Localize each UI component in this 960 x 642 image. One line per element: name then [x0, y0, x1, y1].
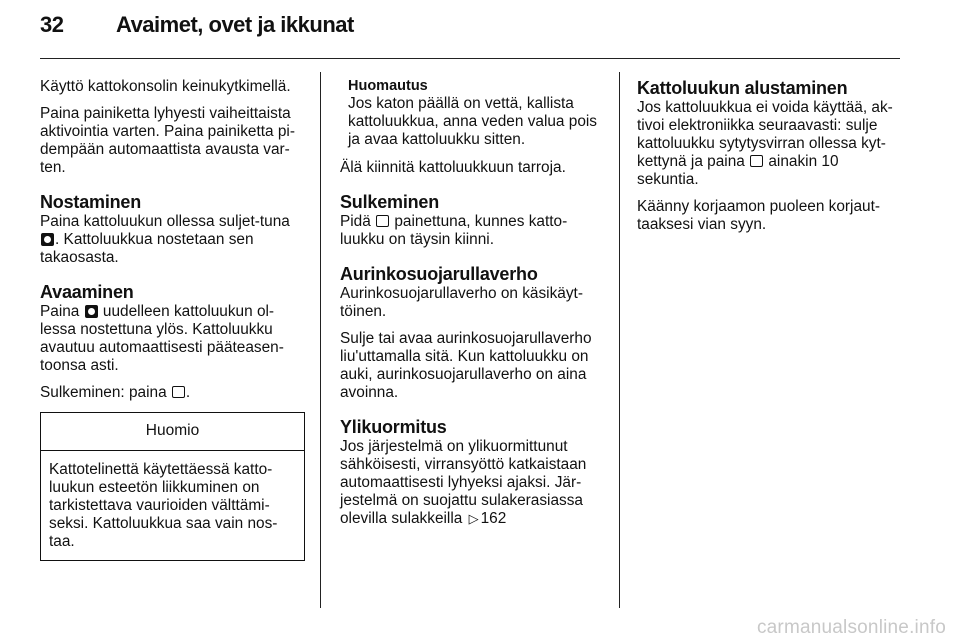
sulkeminen-line-text: Sulkeminen: paina — [40, 384, 171, 401]
nostaminen-text-a: Paina kattoluukun ollessa suljet-tuna — [40, 213, 290, 230]
column-1 — [40, 78, 305, 561]
sunroof-close-icon — [376, 215, 389, 227]
column-divider-left — [320, 72, 321, 608]
hint-box — [40, 412, 305, 561]
ylikuormitus-text: Jos järjestelmä on ylikuormittunut sähköisesti, virransyöttö katkaistaan automaattisesti lyhyeksi ajaksi. Jär-jestelmä on suojattu sulakerasiassa olevilla sulakkeilla — [340, 438, 587, 527]
column-2 — [340, 78, 605, 537]
alustaminen-heading: Kattoluukun alustaminen — [637, 78, 848, 98]
press-paragraph: Paina painiketta lyhyesti vaiheittaista aktivointia varten. Paina painiketta pi-dempään automaattista avausta var-ten. — [40, 105, 295, 176]
column-divider-right — [619, 72, 620, 608]
sunroof-close-icon — [172, 386, 185, 398]
page-number: 32 — [40, 12, 64, 37]
sulkeminen-heading: Sulkeminen — [340, 192, 440, 212]
alustaminen-text-a: Jos kattoluukkua ei voida käyttää, ak-tivoi elektroniikka seuraavasti: sulje kattoluukku sytytysvirran ollessa kyt-kettynä ja paina — [637, 99, 893, 170]
sulkeminen-text-b: painettuna, kunnes katto-luukku on täysin kiinni. — [340, 213, 568, 248]
sunroof-close-icon — [750, 155, 763, 167]
aurinko-heading: Aurinkosuojarullaverho — [340, 264, 538, 284]
intro-paragraph: Käyttö kattokonsolin keinukytkimellä. — [40, 78, 291, 95]
hint-body: Kattotelinettä käytettäessä katto-luukun esteetön liikkuminen on tarkistettava vaurioiden välttämi-seksi. Kattoluukkua saa vain nos-taa. — [49, 461, 278, 550]
alustaminen-paragraph-2: Käänny korjaamon puoleen korjaut-taaksesi vian syyn. — [637, 198, 880, 233]
sulkeminen-text-a: Pidä — [340, 213, 376, 230]
alustaminen-text-b: ainakin 10 sekuntia. — [637, 153, 839, 188]
note-block — [340, 78, 605, 149]
note-heading: Huomautus — [348, 78, 428, 94]
note-text: Jos katon päällä on vettä, kallista kattoluukkua, anna veden valua pois ja avaa kattoluukku sitten. — [348, 95, 597, 148]
avaaminen-text-b: uudelleen kattoluukun ol-lessa nostettuna ylös. Kattoluukku avautuu automaattisesti pääteasen-toonsa asti. — [40, 303, 284, 374]
header-rule — [40, 58, 900, 59]
nostaminen-heading: Nostaminen — [40, 192, 142, 212]
avaaminen-text-a: Paina — [40, 303, 84, 320]
aurinko-paragraph-1: Aurinkosuojarullaverho on käsikäyt-töinen. — [340, 285, 583, 320]
alustaminen-paragraph-1 — [637, 99, 902, 189]
hint-title: Huomio — [41, 413, 304, 451]
nostaminen-paragraph — [40, 213, 305, 267]
sticker-warning: Älä kiinnitä kattoluukkuun tarroja. — [340, 159, 566, 176]
page-reference-icon: ▷ — [468, 511, 479, 526]
sunroof-tilt-icon — [41, 233, 54, 246]
avaaminen-heading: Avaaminen — [40, 282, 134, 302]
sulkeminen-line-end: . — [185, 384, 191, 401]
sulkeminen-paragraph — [340, 213, 605, 249]
nostaminen-text-b: . Kattoluukkua nostetaan sen takaosasta. — [40, 231, 254, 266]
sunroof-tilt-icon — [85, 305, 98, 318]
ylikuormitus-heading: Ylikuormitus — [340, 417, 447, 437]
aurinko-paragraph-2: Sulje tai avaa aurinkosuojarullaverho liu'uttamalla sitä. Kun kattoluukku on auki, aurinkosuojarullaverho on aina avoinna. — [340, 330, 592, 401]
ylikuormitus-paragraph — [340, 438, 605, 528]
avaaminen-paragraph — [40, 303, 305, 375]
column-3 — [637, 78, 902, 243]
watermark: carmanualsonline.info — [756, 617, 946, 638]
page-reference-link[interactable]: 162 — [480, 510, 507, 527]
page-title: Avaimet, ovet ja ikkunat — [116, 12, 354, 37]
sulkeminen-line — [40, 384, 305, 402]
